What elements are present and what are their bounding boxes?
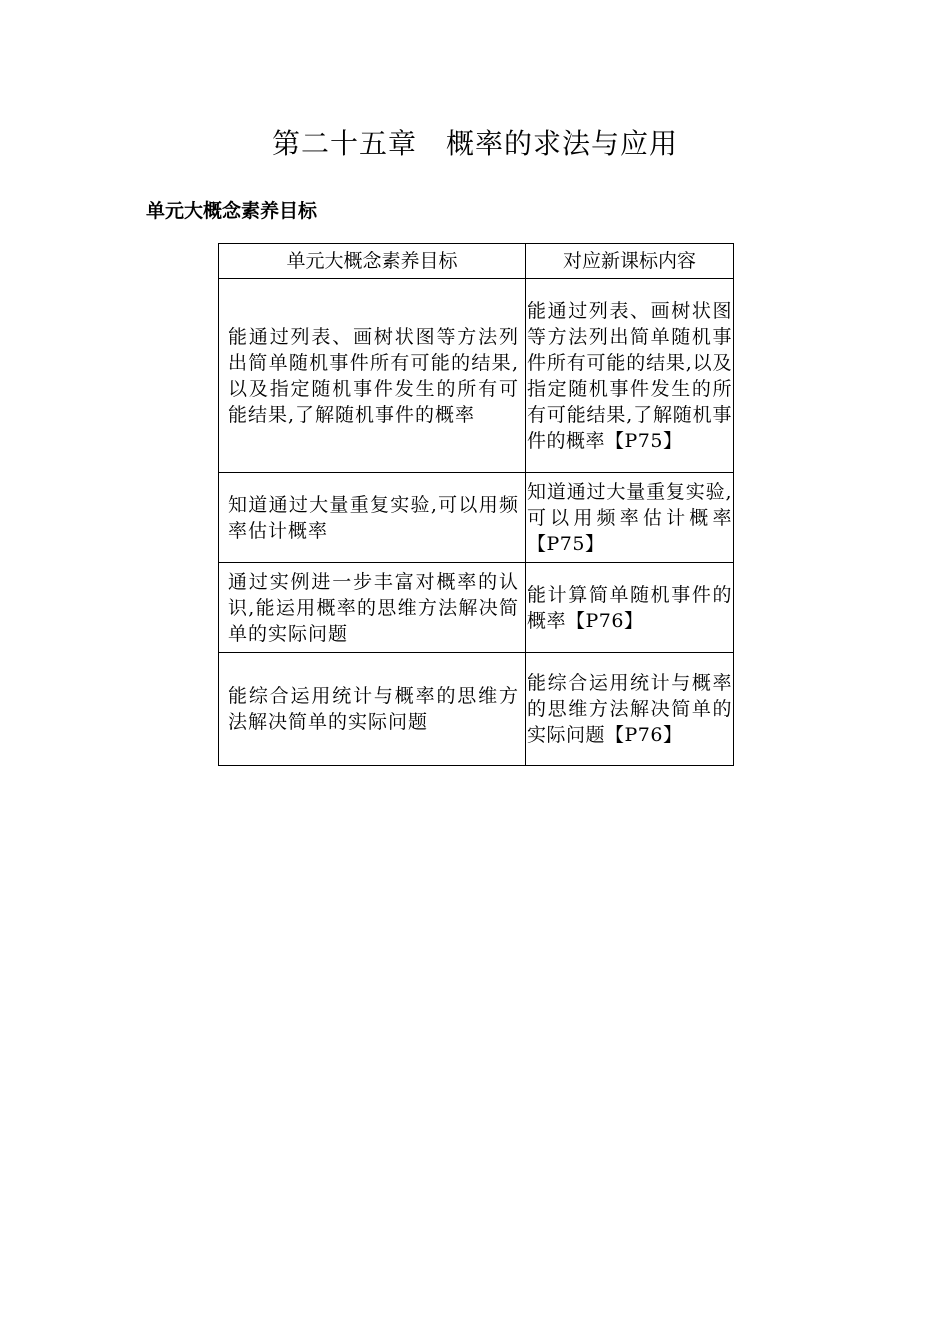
column-header-goal: 单元大概念素养目标 xyxy=(219,244,526,279)
standard-cell: 能计算简单随机事件的概率【P76】 xyxy=(526,563,734,653)
column-header-standard: 对应新课标内容 xyxy=(526,244,734,279)
table-row xyxy=(219,563,734,653)
goal-cell: 能通过列表、画树状图等方法列出简单随机事件所有可能的结果,以及指定随机事件发生的所有可能结果,了解随机事件的概率 xyxy=(219,279,526,473)
goal-cell: 能综合运用统计与概率的思维方法解决简单的实际问题 xyxy=(219,653,526,766)
table-row xyxy=(219,653,734,766)
standard-cell: 能通过列表、画树状图等方法列出简单随机事件所有可能的结果,以及指定随机事件发生的所有可能结果,了解随机事件的概率【P75】 xyxy=(526,279,734,473)
table-row xyxy=(219,473,734,563)
table-row xyxy=(219,279,734,473)
goals-table xyxy=(218,243,734,766)
standard-cell: 知道通过大量重复实验,可以用频率估计概率【P75】 xyxy=(526,473,734,563)
section-heading: 单元大概念素养目标 xyxy=(146,200,318,222)
standard-cell: 能综合运用统计与概率的思维方法解决简单的实际问题【P76】 xyxy=(526,653,734,766)
chapter-title: 第二十五章 概率的求法与应用 xyxy=(271,127,678,160)
goal-cell: 知道通过大量重复实验,可以用频率估计概率 xyxy=(219,473,526,563)
table-header-row xyxy=(219,244,734,279)
goal-cell: 通过实例进一步丰富对概率的认识,能运用概率的思维方法解决简单的实际问题 xyxy=(219,563,526,653)
